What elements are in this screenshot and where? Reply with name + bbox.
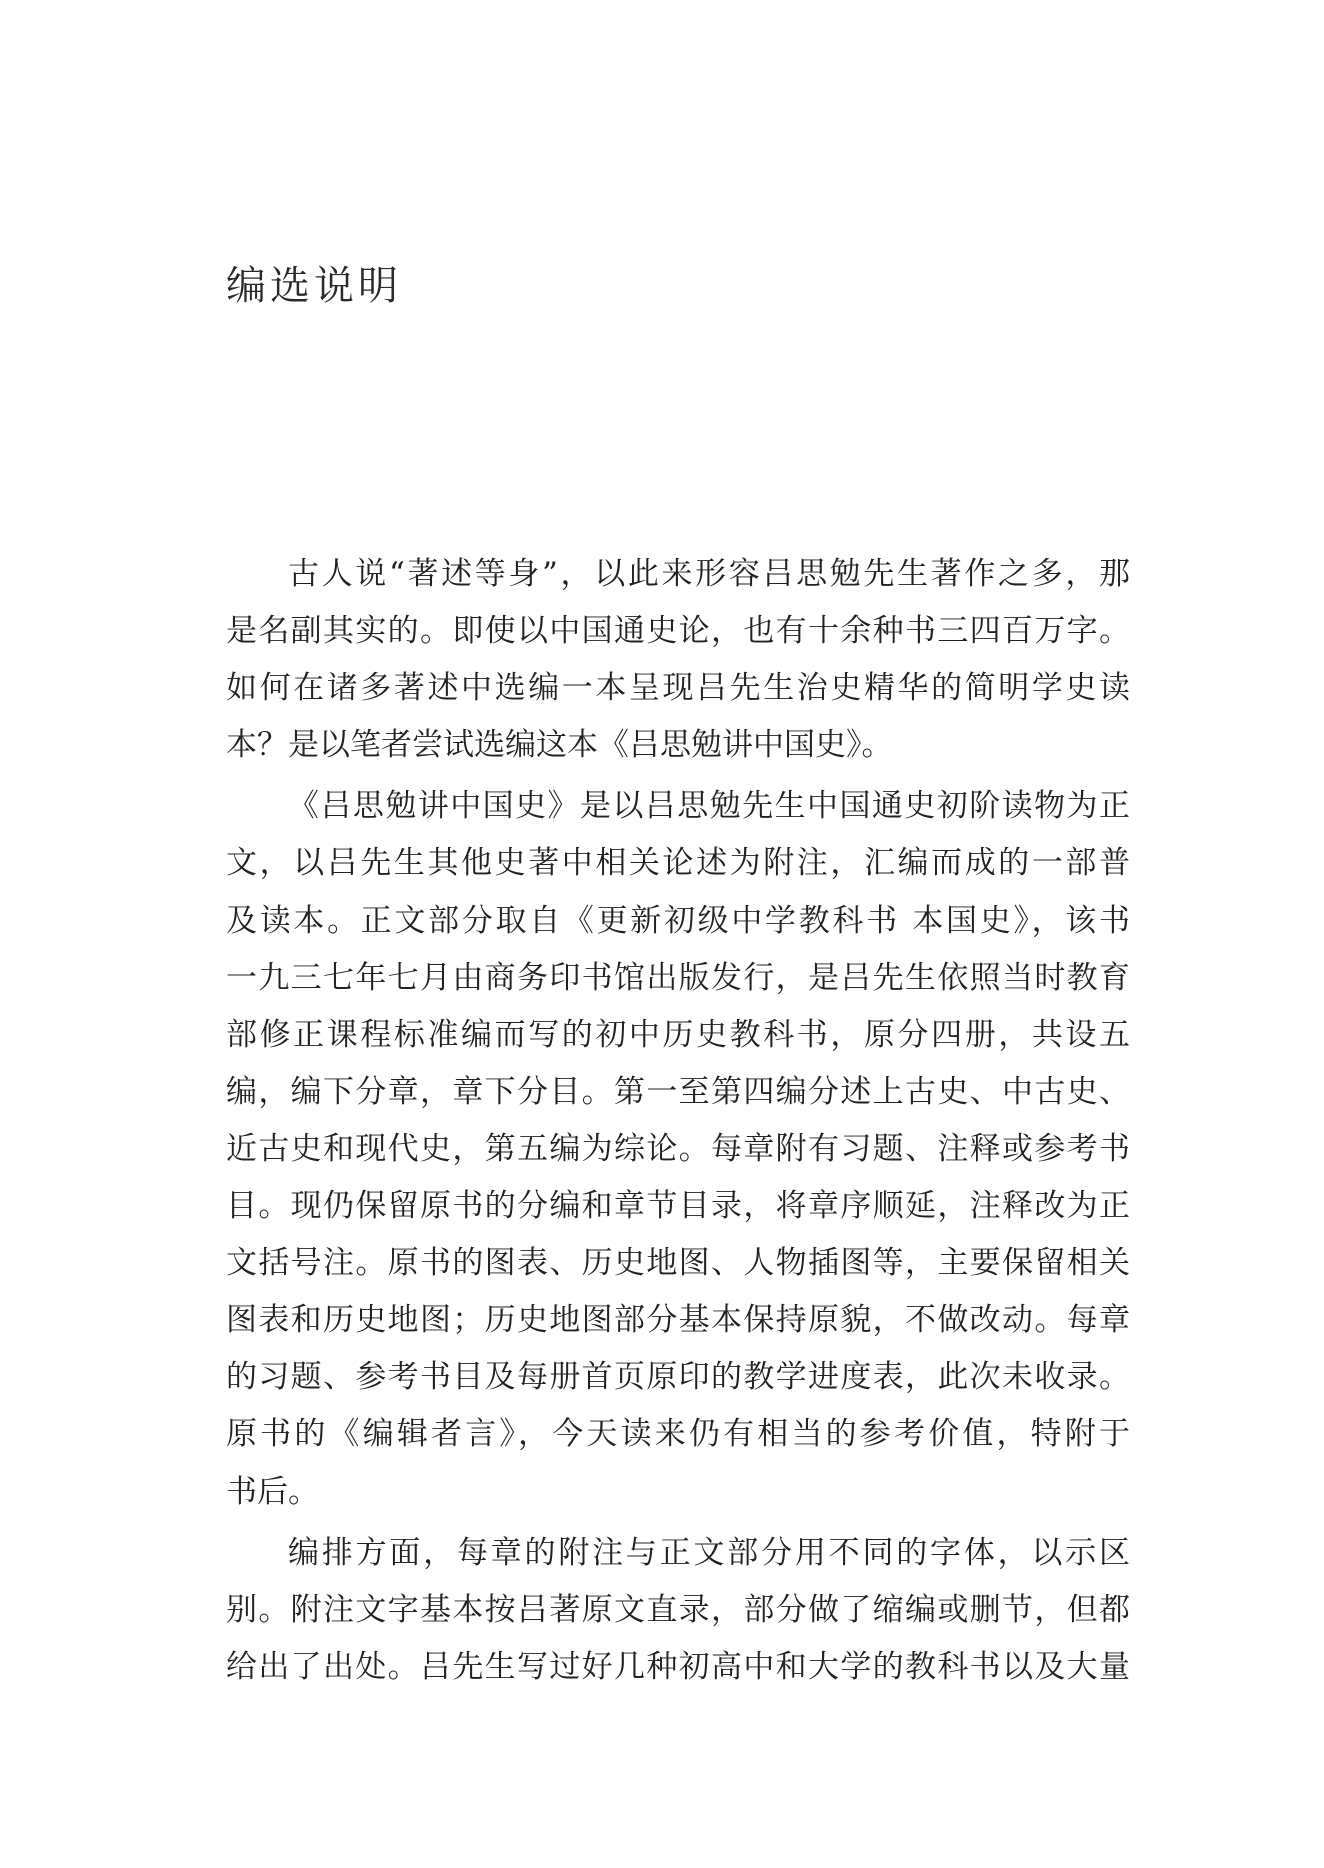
body-text [226,546,1130,1696]
text-line: 图表和历史地图；历史地图部分基本保持原貌，不做改动。每章 [226,1302,1130,1339]
text-line: 文，以吕先生其他史著中相关论述为附注，汇编而成的一部普 [226,845,1130,882]
text-line: 的习题、参考书目及每册首页原印的教学进度表，此次未收录。 [226,1359,1130,1396]
text-line: 书后。 [226,1473,319,1510]
page-title: 编选说明 [226,263,402,309]
text-line: 原书的《编辑者言》，今天读来仍有相当的参考价值，特附于 [226,1416,1130,1453]
text-line: 别。附注文字基本按吕著原文直录，部分做了缩编或删节，但都 [226,1591,1130,1628]
text-line: 文括号注。原书的图表、历史地图、人物插图等，主要保留相关 [226,1245,1130,1282]
text-line: 编，编下分章，章下分目。第一至第四编分述上古史、中古史、 [226,1073,1130,1110]
text-line: 如何在诸多著述中选编一本呈现吕先生治史精华的简明学史读 [226,670,1130,707]
text-line: 目。现仍保留原书的分编和章节目录，将章序顺延，注释改为正 [226,1188,1130,1225]
text-line: 一九三七年七月由商务印书馆出版发行，是吕先生依照当时教育 [226,959,1130,996]
paragraph-2 [226,778,1130,1520]
paragraph-3 [226,1525,1130,1696]
text-line: 近古史和现代史，第五编为综论。每章附有习题、注释或参考书 [226,1130,1130,1167]
text-line: 《吕思勉讲中国史》是以吕思勉先生中国通史初阶读物为正 [288,788,1130,825]
text-line: 及读本。正文部分取自《更新初级中学教科书 本国史》，该书 [226,902,1130,939]
text-line: 部修正课程标准编而写的初中历史教科书，原分四册，共设五 [226,1016,1130,1053]
text-line: 古人说“著述等身”，以此来形容吕思勉先生著作之多，那 [288,556,1130,592]
text-line: 给出了出处。吕先生写过好几种初高中和大学的教科书以及大量 [226,1648,1130,1685]
text-line: 编排方面，每章的附注与正文部分用不同的字体，以示区 [288,1534,1130,1571]
paragraph-1 [226,546,1130,774]
text-line: 是名副其实的。即使以中国通史论，也有十余种书三四百万字。 [226,613,1130,650]
text-line: 本？是以笔者尝试选编这本《吕思勉讲中国史》。 [226,727,893,764]
